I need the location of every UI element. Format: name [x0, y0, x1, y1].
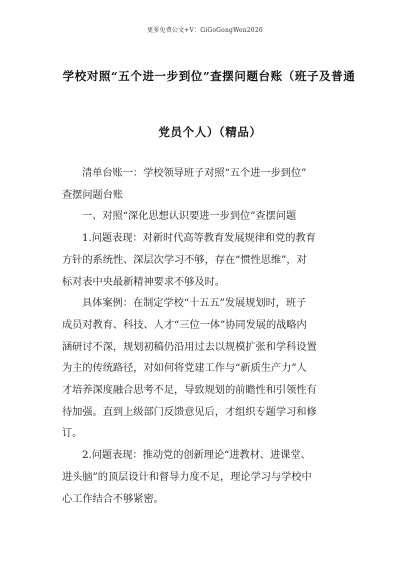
body-line: 方针的系统性、深层次学习不够，存在“惯性思维”，对 — [62, 254, 307, 266]
body-line: 查摆问题台账 — [62, 189, 124, 201]
body-line: 2.问题表现：推动党的创新理论“进教材、进课堂、 — [82, 450, 311, 462]
body-line: 具体案例：在制定学校“十五五”发展规划时，班子 — [82, 298, 307, 310]
document-title-line-1: 学校对照“五个进一步到位”查摆问题台账（班子及普通 — [62, 69, 356, 83]
section-heading: 一、对照“深化思想认识要进一步到位”查摆问题 — [82, 211, 297, 223]
body-line: 才培养深度融合思考不足，导致规划的前瞻性和引领性有 — [62, 385, 317, 397]
document-title-line-2: 党员个人）（精品） — [158, 125, 262, 139]
body-line: 订。 — [62, 428, 83, 440]
body-line: 成员对教育、科技、人才“三位一体”协同发展的战略内 — [62, 319, 307, 331]
body-line: 进头脑”的顶层设计和督导力度不足，理论学习与学校中 — [62, 471, 312, 483]
body-line: 清单台账一：学校领导班子对照“五个进一步到位” — [82, 168, 307, 179]
header-note: 更多免费公文+V：GiGoGongWen2026 — [147, 27, 263, 34]
body-line: 心工作结合不够紧密。 — [62, 493, 164, 505]
body-line: 为主的传统路径，对如何将党建工作与“新质生产力”人 — [62, 363, 307, 375]
document-body — [62, 163, 352, 510]
body-line: 标对表中央最新精神要求不够及时。 — [62, 276, 225, 288]
body-line: 待加强。直到上级部门反馈意见后，才组织专题学习和修 — [62, 406, 317, 418]
body-line: 1.问题表现：对新时代高等教育发展规律和党的教育 — [82, 233, 316, 245]
body-line: 涵研讨不深，规划初稿仍沿用过去以规模扩张和学科设置 — [62, 341, 317, 353]
